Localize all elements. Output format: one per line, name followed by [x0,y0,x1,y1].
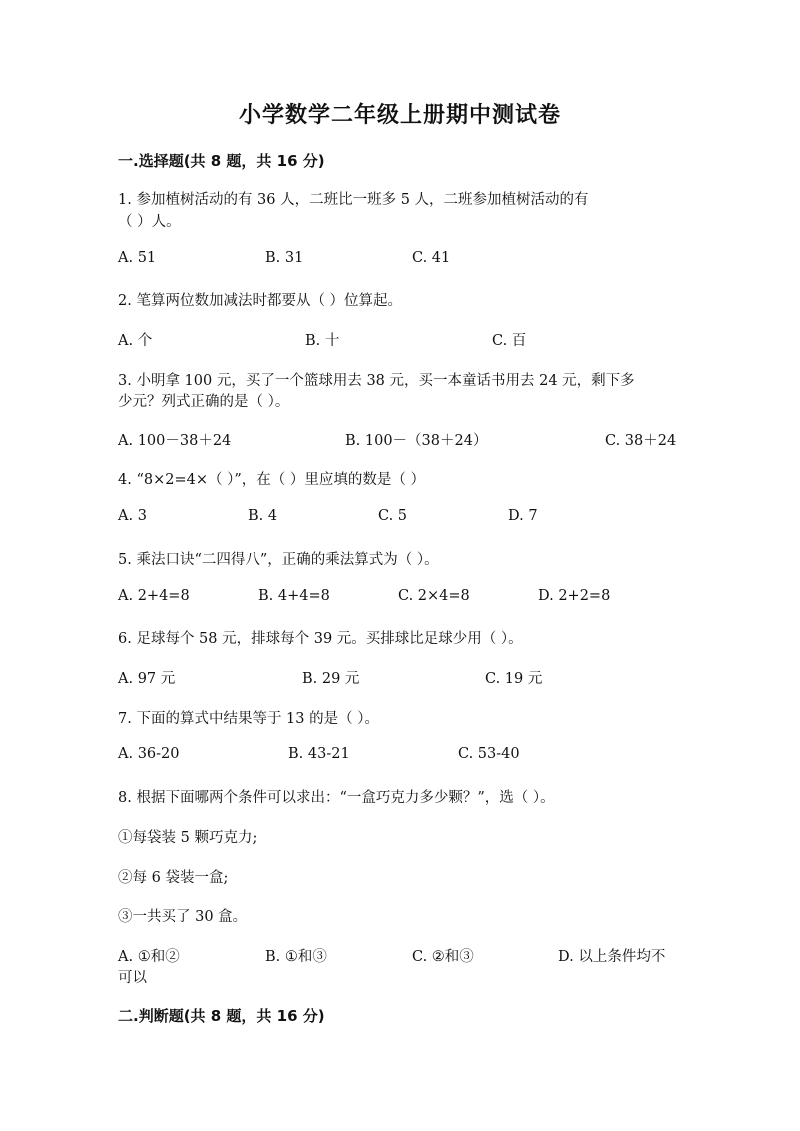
question-8-option-d: D. 以上条件均不 [558,949,666,965]
question-1-option-b: B. 31 [265,250,304,266]
question-8-text: 8. 根据下面哪两个条件可以求出：“一盒巧克力多少颗？”，选（ ）。 [118,790,555,806]
question-7-option-a: A. 36-20 [118,746,180,762]
question-4-text: 4. “8×2=4×（ ）”，在（ ）里应填的数是（ ） [118,472,425,488]
question-2-option-a: A. 个 [118,333,153,349]
question-6-option-b: B. 29 元 [302,671,360,687]
question-7-option-c: C. 53-40 [458,746,520,762]
question-1-option-a: A. 51 [118,250,157,266]
question-4-option-a: A. 3 [118,508,147,524]
question-1-option-c: C. 41 [412,250,451,266]
question-7-text: 7. 下面的算式中结果等于 13 的是（ ）。 [118,711,379,727]
question-2-text: 2. 笔算两位数加减法时都要从（ ）位算起。 [118,293,403,309]
question-5-option-c: C. 2×4=8 [398,588,470,604]
question-6-option-a: A. 97 元 [118,671,176,687]
section-heading-choice: 一.选择题(共 8 题，共 16 分) [118,152,325,170]
question-2-option-b: B. 十 [305,333,340,349]
question-8-option-d-cont: 可以 [118,970,147,986]
page-title: 小学数学二年级上册期中测试卷 [238,102,561,128]
question-4-option-d: D. 7 [508,508,538,524]
question-3-option-b: B. 100－（38＋24） [345,433,488,449]
question-2-option-c: C. 百 [492,333,527,349]
question-5-option-a: A. 2+4=8 [118,588,190,604]
question-5-text: 5. 乘法口诀“二四得八”，正确的乘法算式为（ ）。 [118,552,439,568]
question-1-text-cont: （ ）人。 [118,214,181,230]
question-4-option-c: C. 5 [378,508,408,524]
section-heading-judgment: 二.判断题(共 8 题，共 16 分) [118,1007,325,1025]
question-3-option-a: A. 100－38＋24 [118,433,232,449]
question-3-text: 3. 小明拿 100 元，买了一个篮球用去 38 元，买一本童话书用去 24 元，剩下多 [118,373,635,389]
question-3-text-cont: 少元？列式正确的是（ ）。 [118,394,290,410]
question-4-option-b: B. 4 [248,508,278,524]
question-8-option-b: B. ①和③ [265,949,327,965]
question-8-condition-1: ①每袋装 5 颗巧克力; [118,830,258,846]
question-8-condition-2: ②每 6 袋装一盒; [118,870,229,886]
question-3-option-c: C. 38＋24 [605,433,677,449]
question-1-text: 1. 参加植树活动的有 36 人，二班比一班多 5 人，二班参加植树活动的有 [118,192,589,208]
question-8-option-c: C. ②和③ [412,949,474,965]
question-6-option-c: C. 19 元 [485,671,543,687]
question-8-option-a: A. ①和② [118,949,180,965]
question-8-condition-3: ③一共买了 30 盒。 [118,909,248,925]
question-7-option-b: B. 43-21 [288,746,350,762]
question-6-text: 6. 足球每个 58 元，排球每个 39 元。买排球比足球少用（ ）。 [118,631,523,647]
question-5-option-d: D. 2+2=8 [538,588,611,604]
question-5-option-b: B. 4+4=8 [258,588,330,604]
